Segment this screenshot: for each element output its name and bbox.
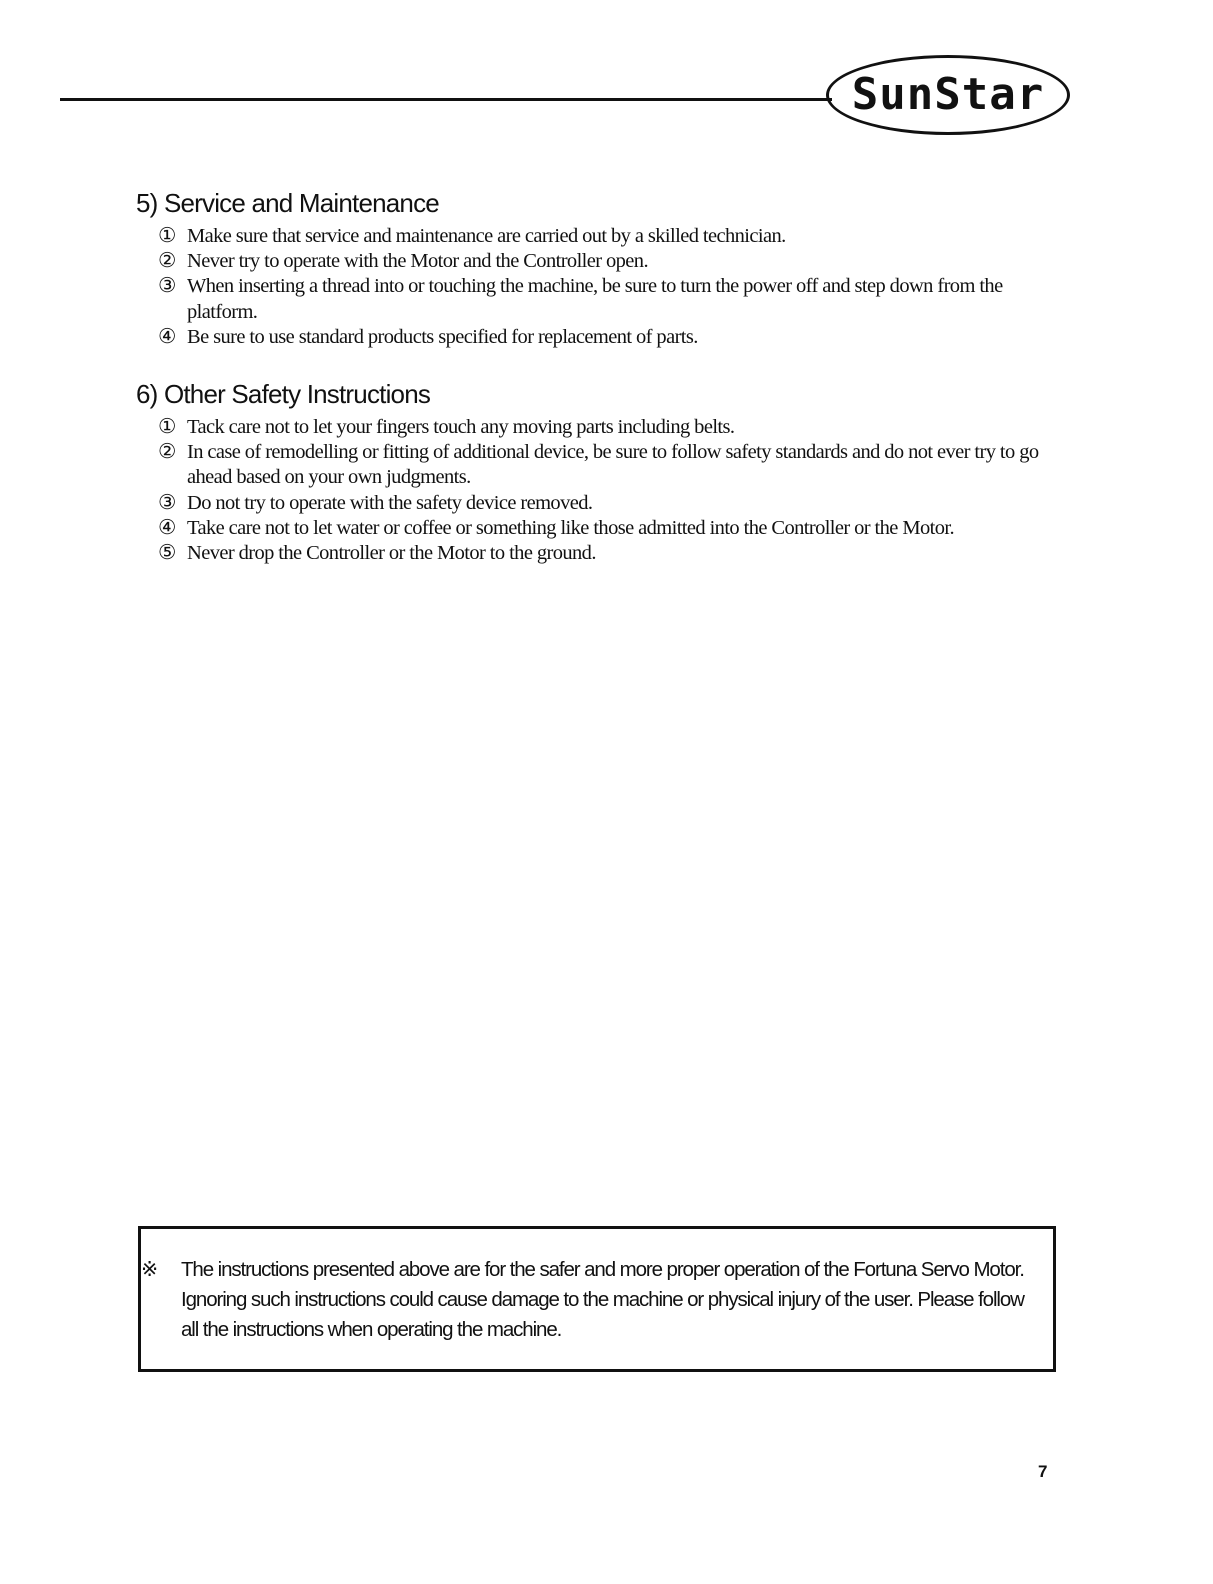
item-text: Never drop the Controller or the Motor to the ground. xyxy=(187,542,596,565)
list-item xyxy=(136,440,1076,490)
item-text: Never try to operate with the Motor and the Controller open. xyxy=(187,250,648,273)
item-number: ④ xyxy=(158,516,176,539)
item-number: ② xyxy=(158,250,176,273)
item-text: Take care not to let water or coffee or something like those admitted into the Controller or the Motor. xyxy=(187,516,954,539)
page-number: 7 xyxy=(1038,1462,1048,1481)
notice-text: The instructions presented above are for the safer and more proper operation of the Fortuna Servo Motor. Ignoring such instructions could cause damage to the machine or physical injury of the user. Please follow all the instructions when operating the machine. xyxy=(181,1258,1024,1341)
section-other-safety xyxy=(136,377,1076,566)
item-number: ① xyxy=(158,225,176,247)
list-item xyxy=(136,274,1076,324)
reference-mark: ※ xyxy=(141,1258,158,1281)
item-text: In case of remodelling or fitting of additional device, be sure to follow safety standards and do not ever try to go ahead based on your own judgments. xyxy=(187,441,1039,489)
section-title: 6) Other Safety Instructions xyxy=(136,379,431,409)
notice-paragraph xyxy=(141,1255,1041,1345)
notice-box xyxy=(138,1226,1056,1372)
list-item xyxy=(136,249,1076,274)
item-list xyxy=(136,415,1076,566)
list-item xyxy=(136,491,1076,516)
item-number: ② xyxy=(158,441,176,464)
list-item xyxy=(136,415,1076,440)
item-number: ③ xyxy=(158,491,176,514)
list-item xyxy=(136,541,1076,566)
item-number: ① xyxy=(158,416,176,438)
item-number: ③ xyxy=(158,275,176,298)
item-list xyxy=(136,224,1076,350)
item-text: Do not try to operate with the safety device removed. xyxy=(187,491,593,514)
section-service-maintenance xyxy=(136,186,1076,350)
logo-text: SunStar xyxy=(851,69,1045,120)
notice-line xyxy=(141,1255,1041,1345)
item-text: Make sure that service and maintenance are carried out by a skilled technician. xyxy=(187,225,786,247)
section-title: 5) Service and Maintenance xyxy=(136,188,439,218)
item-text: Be sure to use standard products specified for replacement of parts. xyxy=(187,325,698,348)
list-item xyxy=(136,325,1076,350)
sunstar-logo xyxy=(826,55,1076,141)
item-number: ⑤ xyxy=(158,542,176,565)
list-item xyxy=(136,224,1076,249)
item-number: ④ xyxy=(158,325,176,348)
item-text: When inserting a thread into or touching the machine, be sure to turn the power off and step down from the platform. xyxy=(187,275,1003,323)
list-item xyxy=(136,516,1076,541)
item-text: Tack care not to let your fingers touch any moving parts including belts. xyxy=(187,416,735,438)
header-rule xyxy=(60,98,832,101)
